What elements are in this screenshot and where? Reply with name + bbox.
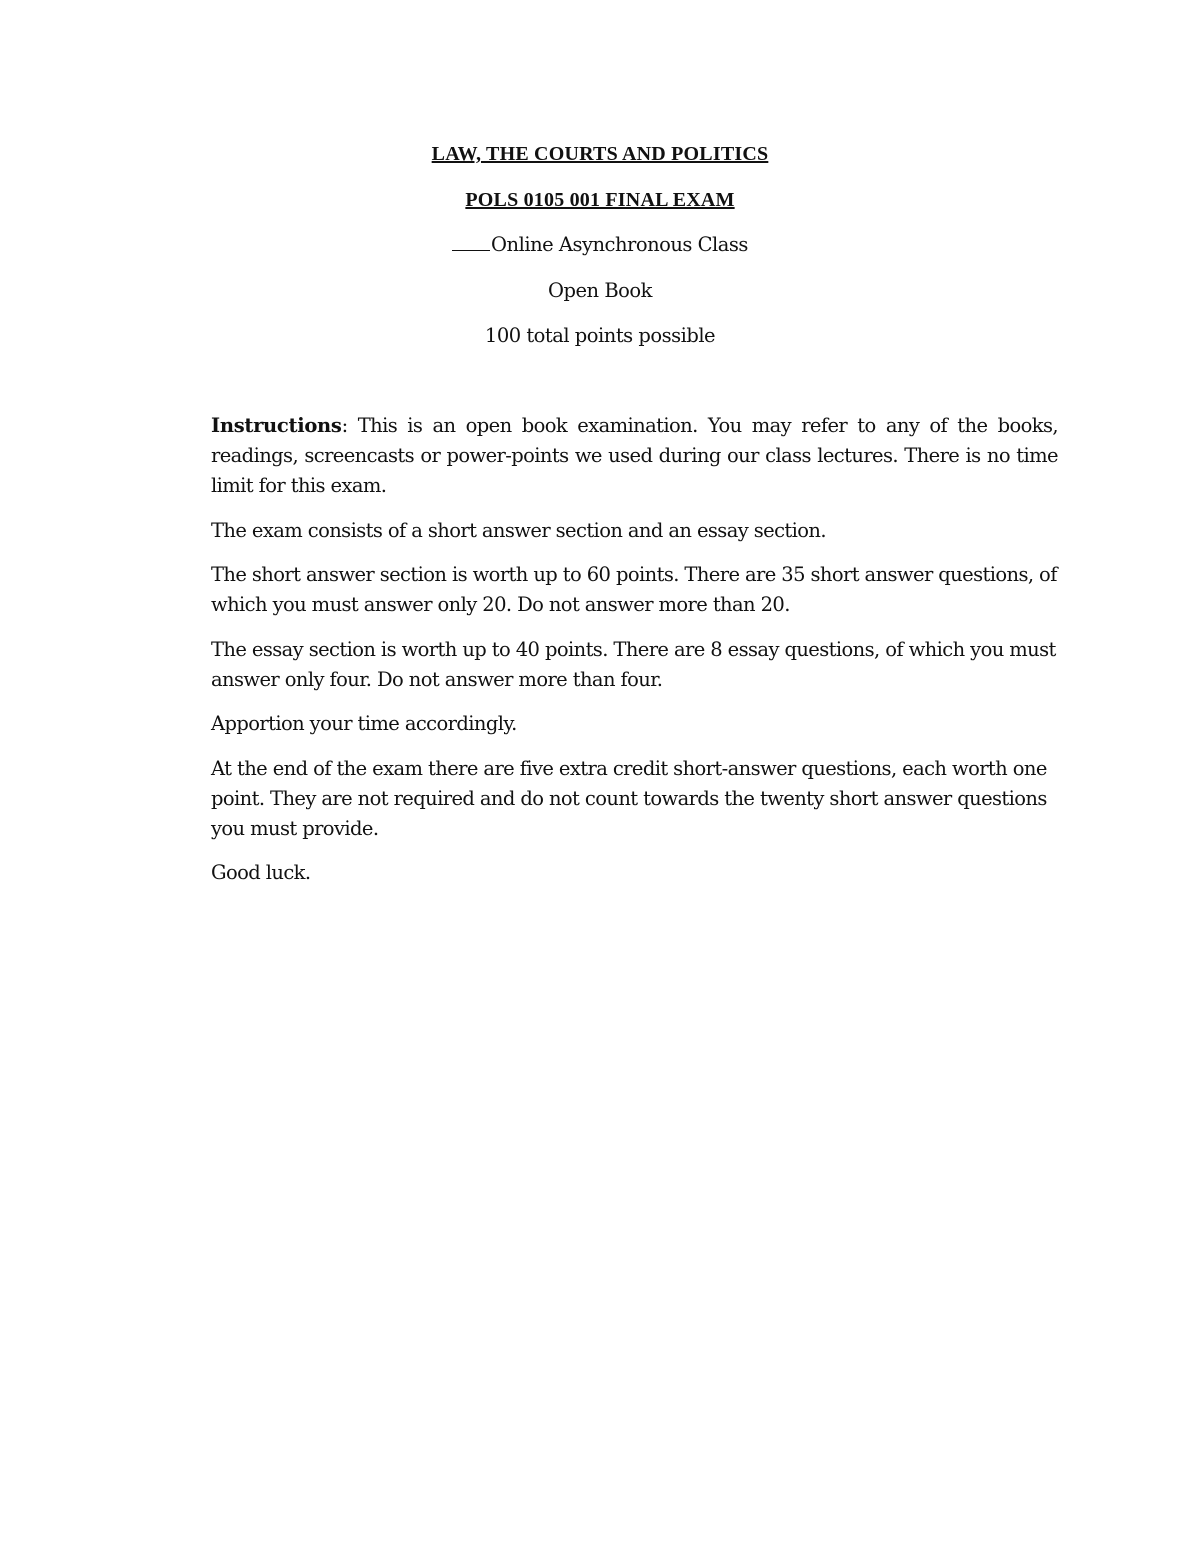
course-title: LAW, THE COURTS AND POLITICS: [431, 143, 769, 165]
closing-paragraph: Good luck.: [211, 861, 311, 884]
instructions-paragraph: [211, 411, 1058, 501]
extra-credit-paragraph: At the end of the exam there are five extra credit short-answer questions, each worth one point. They are not required and do not count towards the twenty short answer questions you must provide.: [211, 756, 1047, 840]
time-paragraph: Apportion your time accordingly.: [211, 712, 517, 735]
instructions-label: Instructions: [211, 414, 342, 437]
exam-structure-paragraph: The exam consists of a short answer section and an essay section.: [211, 518, 826, 542]
instructions-section: [211, 411, 1058, 903]
short-answer-paragraph: The short answer section is worth up to 60 points. There are 35 short answer questions, of which you must answer only 20. Do not answer more than 20.: [211, 563, 1057, 616]
exam-title: POLS 0105 001 FINAL EXAM: [465, 188, 735, 211]
exam-header: [0, 140, 1200, 368]
class-format-line: [0, 231, 1200, 259]
instructions-text: : This is an open book examination. You may refer to any of the books, readings, screencasts or power-points we used during our class lectures. There is no time limit for this exam.: [211, 414, 1058, 497]
book-policy: Open Book: [548, 278, 652, 302]
checkbox-blank-line: [452, 232, 490, 251]
essay-paragraph: The essay section is worth up to 40 points. There are 8 essay questions, of which you must answer only four. Do not answer more than four.: [211, 637, 1056, 691]
total-points: 100 total points possible: [484, 324, 716, 347]
class-format: Online Asynchronous Class: [491, 233, 748, 256]
